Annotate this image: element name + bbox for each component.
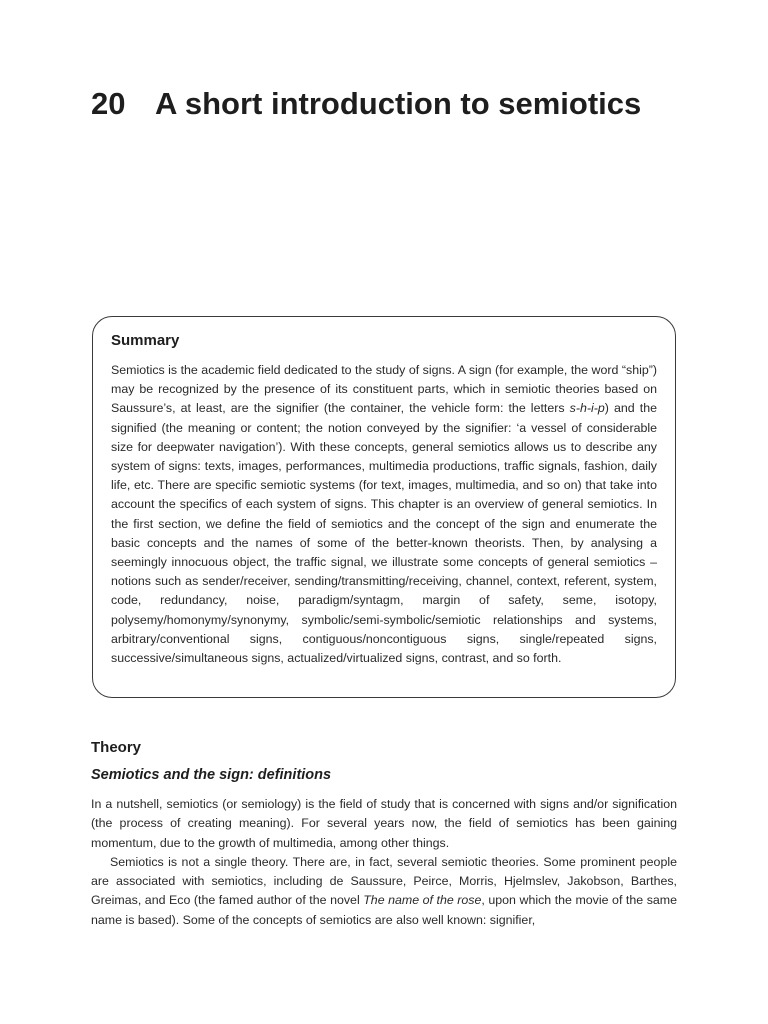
body-text xyxy=(91,795,677,930)
body-paragraph-2-part-a: Semiotics is not a single theory. There are, in fact, several semiotic theories. Some prominent people are associated with semiotics, including de Saussure, Peirce, Morris, Hjelmslev, Jakobson, Barthes, Greimas, and Eco (the famed author of the novel xyxy=(91,854,677,908)
chapter-number: 20 xyxy=(91,86,126,121)
body-paragraph-2 xyxy=(91,853,677,930)
subsection-heading: Semiotics and the sign: definitions xyxy=(91,767,332,783)
body-paragraph-1: In a nutshell, semiotics (or semiology) is the field of study that is concerned with signs and/or signification (the process of creating meaning). For several years now, the field of semiotics has been gaining momentum, due to the growth of multimedia, among other things. xyxy=(91,797,677,850)
chapter-title: A short introduction to semiotics xyxy=(155,86,642,121)
signifier-letters: s-h-i-p xyxy=(569,401,605,416)
section-heading-theory: Theory xyxy=(91,739,142,756)
novel-title: The name of the rose xyxy=(363,893,482,908)
summary-text-part-2: ) and the signified (the meaning or content; the notion conveyed by the signifier: ‘a vessel of considerable size for deepwater navigation’). With these concepts, general semiotics allows us to describe any system of signs: texts, images, performances, multimedia productions, traffic signals, fashion, daily life, etc. There are specific semiotic systems (for text, images, multimedia, and so on) that take into account the specifics of each system of signs. This chapter is an overview of general semiotics. In the first section, we define the field of semiotics and the concept of the sign and enumerate the basic concepts and the names of some of the better-known theorists. Then, by analysing a seemingly innocuous object, the traffic signal, we illustrate some concepts of general semiotics – notions such as sender/receiver, sending/transmitting/receiving, channel, context, referent, system, code, redundancy, noise, paradigm/syntagm, margin of safety, seme, isotopy, polysemy/homonymy/synonymy, symbolic/semi-symbolic/semiotic relationships and systems, arbitrary/conventional signs, contiguous/noncontiguous signs, single/repeated signs, successive/simultaneous signs, actualized/virtualized signs, contrast, and so forth. xyxy=(111,401,657,666)
summary-text xyxy=(111,361,657,668)
summary-text-part-1: Semiotics is the academic field dedicated to the study of signs. A sign (for example, the word “ship”) may be recognized by the presence of its constituent parts, which in semiotic theories based on Saussure’s, at least, are the signifier (the container, the vehicle form: the letters xyxy=(111,363,657,416)
summary-heading: Summary xyxy=(111,332,180,349)
body-paragraph-2-part-b: , upon which the movie of the same name is based). Some of the concepts of semiotics are also well known: signifier, xyxy=(91,893,677,927)
